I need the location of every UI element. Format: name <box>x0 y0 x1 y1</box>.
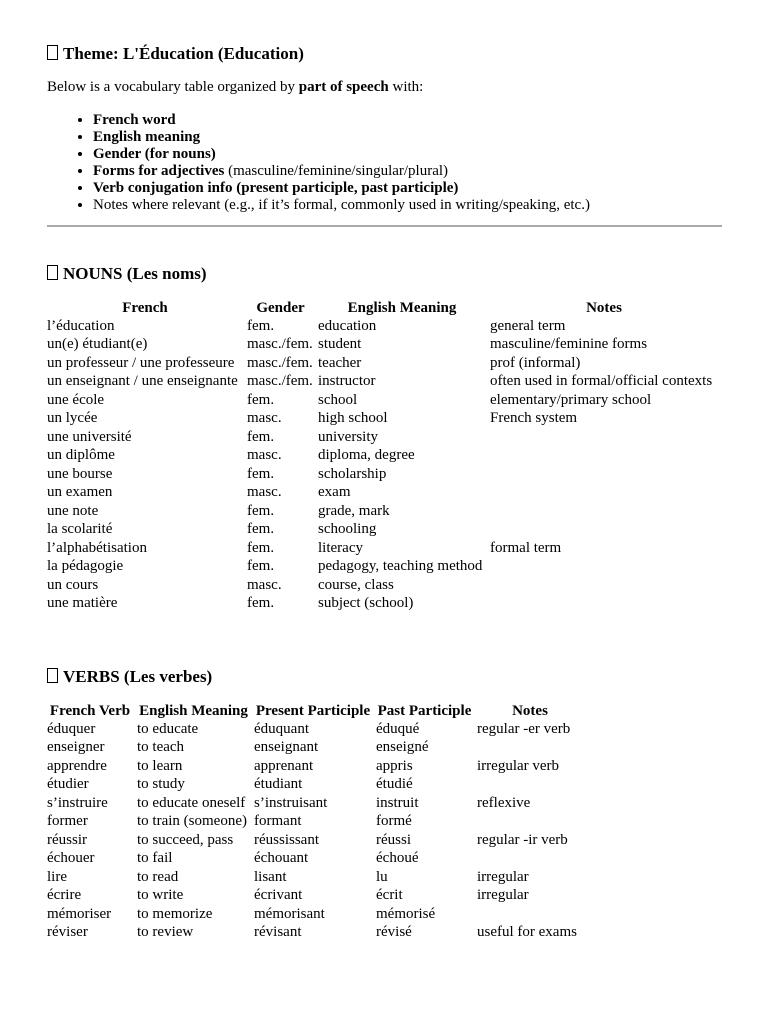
table-cell: to memorize <box>137 905 213 922</box>
table-cell: irregular verb <box>477 757 560 774</box>
table-cell: university <box>318 428 378 445</box>
table-row <box>45 739 585 758</box>
table-cell: un diplôme <box>47 447 115 464</box>
table-cell: to train (someone) <box>137 813 247 830</box>
column-header: Notes <box>512 703 548 719</box>
table-cell: une université <box>47 428 132 445</box>
table-cell: s’instruisant <box>254 794 328 811</box>
intro-text: Below is a vocabulary table organized by <box>47 79 299 95</box>
table-cell: fem. <box>247 521 275 538</box>
table-cell: to read <box>137 868 179 885</box>
table-cell: fem. <box>247 428 275 445</box>
table-cell: education <box>318 317 377 334</box>
table-row <box>45 539 720 558</box>
table-cell <box>475 776 585 795</box>
table-cell: to fail <box>137 850 173 867</box>
table-cell: regular -er verb <box>477 720 571 737</box>
list-item <box>93 129 590 146</box>
table-cell: fem. <box>247 317 275 334</box>
table-cell: s’instruire <box>47 794 108 811</box>
table-row <box>45 428 720 447</box>
intro-paragraph <box>47 79 423 96</box>
table-cell: un examen <box>47 484 113 501</box>
table-cell: instruit <box>376 794 419 811</box>
column-header: French <box>122 300 168 316</box>
table-cell: course, class <box>318 576 394 593</box>
table-cell: fem. <box>247 595 275 612</box>
feature-list <box>47 112 590 214</box>
nouns-heading <box>47 264 207 284</box>
table-row <box>45 831 585 850</box>
table-cell: appris <box>376 757 413 774</box>
table-cell: masc./fem. <box>247 354 313 371</box>
table-cell: masc. <box>247 447 282 464</box>
table-cell: la scolarité <box>47 521 113 538</box>
table-cell: fem. <box>247 558 275 575</box>
list-item-text: (masculine/feminine/singular/plural) <box>224 163 449 179</box>
table-cell: schooling <box>318 521 377 538</box>
nouns-header-row <box>45 300 720 317</box>
table-cell: étudier <box>47 776 89 793</box>
table-cell: masc. <box>247 410 282 427</box>
table-cell <box>475 739 585 758</box>
table-cell: grade, mark <box>318 502 390 519</box>
table-cell: enseigner <box>47 739 105 756</box>
table-cell: to study <box>137 776 185 793</box>
table-cell: un(e) étudiant(e) <box>47 336 148 353</box>
table-cell: irregular <box>477 887 529 904</box>
missing-glyph-icon <box>47 668 58 683</box>
table-cell: masc. <box>247 484 282 501</box>
table-row <box>45 317 720 336</box>
column-header: English Meaning <box>139 703 248 719</box>
table-cell: un professeur / une professeure <box>47 354 235 371</box>
table-cell: l’alphabétisation <box>47 539 147 556</box>
table-cell: pedagogy, teaching method <box>318 558 483 575</box>
table-cell: instructor <box>318 373 376 390</box>
table-row <box>45 484 720 503</box>
table-cell <box>488 576 720 595</box>
table-cell: lisant <box>254 868 287 885</box>
table-cell: to learn <box>137 757 183 774</box>
table-cell: la pédagogie <box>47 558 124 575</box>
verbs-heading-text: VERBS (Les verbes) <box>63 667 213 686</box>
table-cell <box>488 465 720 484</box>
table-cell: éduquant <box>254 720 309 737</box>
table-cell: lu <box>376 868 388 885</box>
table-cell: teacher <box>318 354 362 371</box>
table-cell: réussi <box>376 831 411 848</box>
list-item <box>93 146 590 163</box>
table-cell: formal term <box>490 539 562 556</box>
table-cell: fem. <box>247 391 275 408</box>
table-cell: révisant <box>254 924 302 941</box>
table-row <box>45 868 585 887</box>
table-cell: enseigné <box>376 739 429 756</box>
table-row <box>45 502 720 521</box>
table-cell: éduquer <box>47 720 96 737</box>
page-title-text: Theme: L'Éducation (Education) <box>63 44 304 63</box>
table-cell: éduqué <box>376 720 420 737</box>
table-cell: exam <box>318 484 351 501</box>
table-cell: formé <box>376 813 412 830</box>
verbs-table <box>45 703 585 942</box>
table-cell <box>488 447 720 466</box>
table-cell: student <box>318 336 362 353</box>
table-cell <box>488 502 720 521</box>
table-row <box>45 757 585 776</box>
table-cell: échouer <box>47 850 95 867</box>
table-cell: étudiant <box>254 776 303 793</box>
column-header: Gender <box>256 300 305 316</box>
column-header: Present Participle <box>255 703 371 719</box>
table-row <box>45 595 720 614</box>
table-cell: literacy <box>318 539 363 556</box>
divider <box>47 225 722 227</box>
table-cell: high school <box>318 410 388 427</box>
column-header: French Verb <box>49 703 131 719</box>
table-cell: school <box>318 391 358 408</box>
page-title <box>47 44 304 64</box>
table-row <box>45 576 720 595</box>
table-cell: fem. <box>247 502 275 519</box>
missing-glyph-icon <box>47 45 58 60</box>
table-row <box>45 465 720 484</box>
table-cell <box>475 850 585 869</box>
table-cell: useful for exams <box>477 924 577 941</box>
table-cell: réussissant <box>254 831 319 848</box>
table-cell: masc./fem. <box>247 336 313 353</box>
verbs-heading <box>47 667 212 687</box>
table-cell: masculine/feminine forms <box>490 336 648 353</box>
list-item <box>93 112 590 129</box>
table-row <box>45 720 585 739</box>
list-item-bold: Forms for adjectives <box>93 163 225 179</box>
table-cell: irregular <box>477 868 529 885</box>
list-item-bold: Gender (for nouns) <box>93 146 216 162</box>
table-cell: fem. <box>247 465 275 482</box>
table-row <box>45 354 720 373</box>
table-cell: apprenant <box>254 757 314 774</box>
intro-bold: part of speech <box>298 79 389 95</box>
table-cell: regular -ir verb <box>477 831 568 848</box>
table-cell: écrit <box>376 887 403 904</box>
table-cell: une note <box>47 502 99 519</box>
table-cell: un lycée <box>47 410 98 427</box>
table-cell: elementary/primary school <box>490 391 652 408</box>
table-row <box>45 887 585 906</box>
table-cell: une matière <box>47 595 118 612</box>
table-cell: often used in formal/official contexts <box>490 373 713 390</box>
table-cell <box>488 558 720 577</box>
table-cell: une école <box>47 391 105 408</box>
table-row <box>45 558 720 577</box>
table-cell: mémorisé <box>376 905 436 922</box>
table-cell: masc./fem. <box>247 373 313 390</box>
table-cell <box>488 428 720 447</box>
table-cell: écrivant <box>254 887 303 904</box>
table-row <box>45 813 585 832</box>
list-item-bold: English meaning <box>93 129 201 145</box>
column-header: Notes <box>586 300 622 316</box>
table-cell: reflexive <box>477 794 531 811</box>
table-cell: to review <box>137 924 194 941</box>
table-cell: enseignant <box>254 739 319 756</box>
table-cell <box>488 484 720 503</box>
table-cell: écrire <box>47 887 82 904</box>
table-row <box>45 410 720 429</box>
table-cell: mémoriser <box>47 905 112 922</box>
table-cell: to succeed, pass <box>137 831 234 848</box>
nouns-table <box>45 300 720 613</box>
table-cell: l’éducation <box>47 317 115 334</box>
table-row <box>45 776 585 795</box>
nouns-heading-text: NOUNS (Les noms) <box>63 264 207 283</box>
table-cell: diploma, degree <box>318 447 415 464</box>
table-row <box>45 924 585 943</box>
table-cell: apprendre <box>47 757 107 774</box>
table-cell: mémorisant <box>254 905 325 922</box>
table-cell: prof (informal) <box>490 354 581 371</box>
verbs-header-row <box>45 703 585 720</box>
table-cell: to write <box>137 887 184 904</box>
list-item <box>93 197 590 214</box>
table-cell: general term <box>490 317 566 334</box>
table-cell <box>475 905 585 924</box>
table-cell: réviser <box>47 924 88 941</box>
table-cell: to educate <box>137 720 199 737</box>
table-cell <box>475 813 585 832</box>
column-header: Past Participle <box>377 703 472 719</box>
list-item-bold: Verb conjugation info (present participle, past participle) <box>93 180 459 196</box>
table-cell: formant <box>254 813 302 830</box>
list-item-text: Notes where relevant (e.g., if it’s formal, commonly used in writing/speaking, etc.) <box>93 197 590 213</box>
intro-after: with: <box>388 79 424 95</box>
list-item <box>93 163 590 180</box>
list-item <box>93 180 590 197</box>
column-header: English Meaning <box>347 300 457 316</box>
table-cell: scholarship <box>318 465 387 482</box>
table-row <box>45 373 720 392</box>
table-cell: un enseignant / une enseignante <box>47 373 238 390</box>
table-row <box>45 391 720 410</box>
table-row <box>45 447 720 466</box>
table-cell: un cours <box>47 576 99 593</box>
table-cell: une bourse <box>47 465 113 482</box>
table-cell: étudié <box>376 776 413 793</box>
table-cell <box>488 595 720 614</box>
table-cell: réussir <box>47 831 87 848</box>
table-cell <box>488 521 720 540</box>
table-cell: former <box>47 813 88 830</box>
missing-glyph-icon <box>47 265 58 280</box>
table-cell: échoué <box>376 850 419 867</box>
table-cell: échouant <box>254 850 309 867</box>
table-row <box>45 336 720 355</box>
table-cell: révisé <box>376 924 412 941</box>
table-cell: to teach <box>137 739 185 756</box>
table-row <box>45 794 585 813</box>
table-row <box>45 521 720 540</box>
table-cell: French system <box>490 410 578 427</box>
table-row <box>45 850 585 869</box>
table-row <box>45 905 585 924</box>
table-cell: lire <box>47 868 67 885</box>
table-cell: to educate oneself <box>137 794 246 811</box>
list-item-bold: French word <box>93 112 176 128</box>
table-cell: fem. <box>247 539 275 556</box>
table-cell: masc. <box>247 576 282 593</box>
table-cell: subject (school) <box>318 595 414 612</box>
